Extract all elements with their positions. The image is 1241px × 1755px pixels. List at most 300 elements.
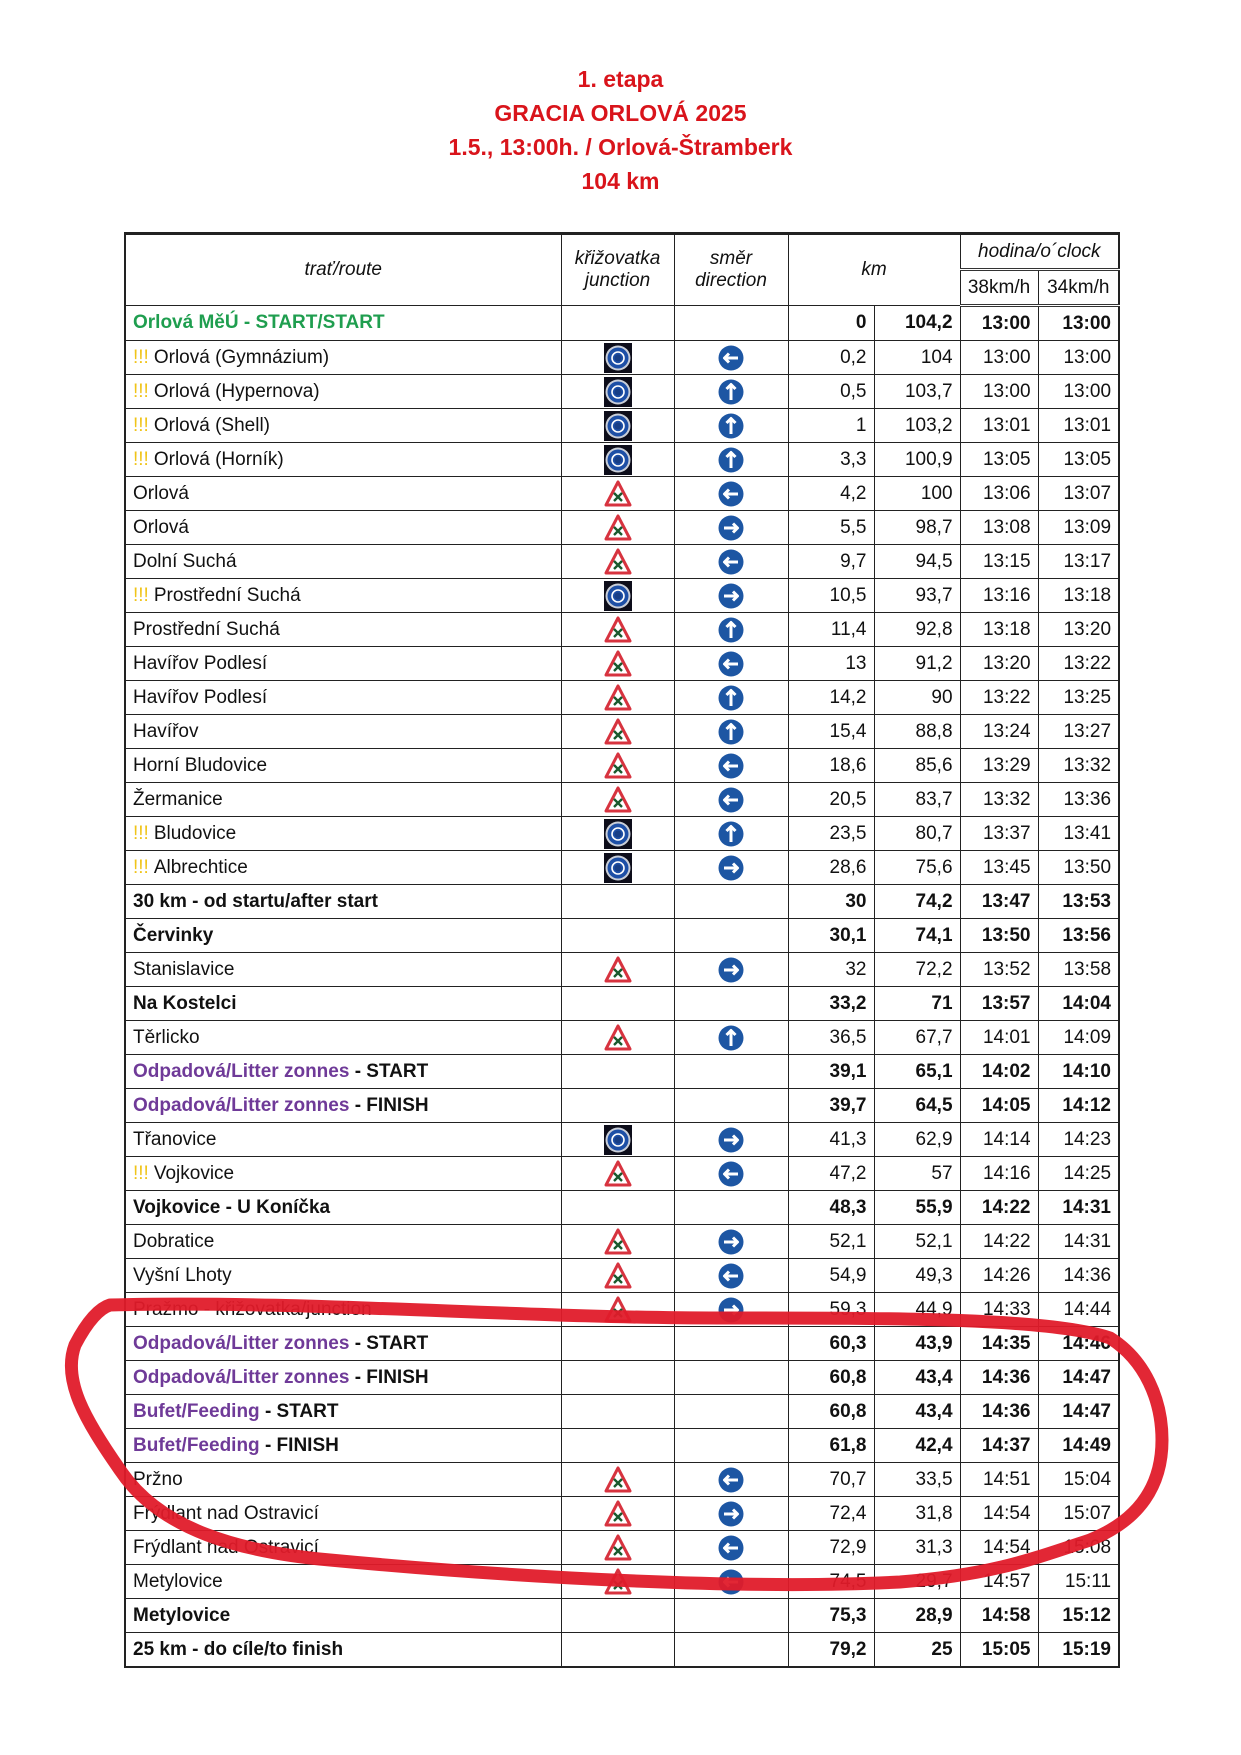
time-38kmh: 13:20: [960, 647, 1038, 681]
time-38kmh: 13:00: [960, 306, 1038, 341]
km-from-start: 32: [788, 953, 874, 987]
time-38kmh: 13:29: [960, 749, 1038, 783]
junction-cell: [561, 409, 674, 443]
route-point-name: Stanislavice: [133, 958, 235, 980]
km-to-finish: 71: [874, 987, 960, 1021]
km-to-finish: 92,8: [874, 613, 960, 647]
junction-cell: [561, 851, 674, 885]
junction-cell: [561, 1123, 674, 1157]
km-to-finish: 100,9: [874, 443, 960, 477]
km-from-start: 3,3: [788, 443, 874, 477]
table-row: [125, 987, 1119, 1021]
direction-cell: [674, 306, 788, 341]
junction-cell: [561, 1429, 674, 1463]
km-to-finish: 103,7: [874, 375, 960, 409]
km-from-start: 30: [788, 885, 874, 919]
route-point: [125, 987, 561, 1021]
time-38kmh: 13:01: [960, 409, 1038, 443]
roundabout-icon: [604, 449, 632, 470]
route-point-name: Metylovice: [133, 1604, 231, 1626]
km-to-finish: 42,4: [874, 1429, 960, 1463]
direction-cell: [674, 987, 788, 1021]
arrow-left-icon: [717, 1469, 745, 1490]
arrow-up-icon: [717, 415, 745, 436]
junction-cell: [561, 1565, 674, 1599]
roundabout-icon: [604, 585, 632, 606]
direction-cell: [674, 613, 788, 647]
arrow-up-icon: [717, 823, 745, 844]
table-row: [125, 817, 1119, 851]
km-from-start: 60,8: [788, 1395, 874, 1429]
crossroads-warning-icon: [604, 1469, 632, 1490]
time-34kmh: 13:17: [1038, 545, 1119, 579]
time-38kmh: 13:16: [960, 579, 1038, 613]
warning-marker: !!!: [133, 448, 149, 470]
km-to-finish: 44,9: [874, 1293, 960, 1327]
junction-cell: [561, 1599, 674, 1633]
header-clock: hodina/o´clock: [960, 234, 1119, 270]
km-from-start: 0,5: [788, 375, 874, 409]
direction-cell: [674, 545, 788, 579]
route-point-name: Orlová MěÚ - START/START: [133, 312, 385, 333]
junction-cell: [561, 579, 674, 613]
table-row: [125, 477, 1119, 511]
junction-cell: [561, 477, 674, 511]
km-to-finish: 91,2: [874, 647, 960, 681]
table-row: [125, 1361, 1119, 1395]
route-point: [125, 511, 561, 545]
junction-cell: [561, 1225, 674, 1259]
table-row: [125, 1599, 1119, 1633]
direction-cell: [674, 681, 788, 715]
table-row: [125, 1633, 1119, 1668]
table-row: [125, 749, 1119, 783]
table-row: [125, 1225, 1119, 1259]
time-34kmh: 15:11: [1038, 1565, 1119, 1599]
km-to-finish: 31,3: [874, 1531, 960, 1565]
time-38kmh: 13:15: [960, 545, 1038, 579]
junction-cell: [561, 681, 674, 715]
time-38kmh: 14:33: [960, 1293, 1038, 1327]
route-point: [125, 409, 561, 443]
km-to-finish: 80,7: [874, 817, 960, 851]
time-34kmh: 13:25: [1038, 681, 1119, 715]
direction-cell: [674, 341, 788, 375]
km-to-finish: 31,8: [874, 1497, 960, 1531]
junction-cell: [561, 817, 674, 851]
junction-cell: [561, 1055, 674, 1089]
header-junction-cz: křižovatka: [574, 248, 661, 269]
km-to-finish: 74,2: [874, 885, 960, 919]
junction-cell: [561, 1021, 674, 1055]
time-38kmh: 13:37: [960, 817, 1038, 851]
direction-cell: [674, 1429, 788, 1463]
route-point-name: Orlová (Shell): [153, 414, 270, 436]
table-row: [125, 1123, 1119, 1157]
arrow-left-icon: [717, 755, 745, 776]
route-point-name: Orlová (Horník): [153, 448, 284, 470]
km-from-start: 13: [788, 647, 874, 681]
junction-cell: [561, 783, 674, 817]
route-point-name: Havířov Podlesí: [133, 686, 268, 708]
km-from-start: 61,8: [788, 1429, 874, 1463]
crossroads-warning-icon: [604, 687, 632, 708]
junction-cell: [561, 1089, 674, 1123]
direction-cell: [674, 647, 788, 681]
junction-cell: [561, 1497, 674, 1531]
km-from-start: 0,2: [788, 341, 874, 375]
table-row: [125, 1089, 1119, 1123]
arrow-right-icon: [717, 1129, 745, 1150]
time-38kmh: 13:06: [960, 477, 1038, 511]
km-from-start: 11,4: [788, 613, 874, 647]
crossroads-warning-icon: [604, 1537, 632, 1558]
junction-cell: [561, 885, 674, 919]
time-34kmh: 13:20: [1038, 613, 1119, 647]
route-point: [125, 1293, 561, 1327]
arrow-right-icon: [717, 1503, 745, 1524]
km-from-start: 15,4: [788, 715, 874, 749]
direction-cell: [674, 1123, 788, 1157]
arrow-left-icon: [717, 1163, 745, 1184]
time-38kmh: 13:22: [960, 681, 1038, 715]
route-point: [125, 1021, 561, 1055]
direction-cell: [674, 477, 788, 511]
time-34kmh: 14:47: [1038, 1361, 1119, 1395]
header-speed-34: 34km/h: [1038, 270, 1119, 306]
route-point-name: Metylovice: [133, 1570, 223, 1592]
time-38kmh: 14:05: [960, 1089, 1038, 1123]
km-from-start: 5,5: [788, 511, 874, 545]
km-from-start: 23,5: [788, 817, 874, 851]
km-to-finish: 55,9: [874, 1191, 960, 1225]
junction-cell: [561, 1531, 674, 1565]
km-to-finish: 72,2: [874, 953, 960, 987]
route-point: [125, 783, 561, 817]
route-point: [125, 953, 561, 987]
header-junction-en: junction: [584, 270, 651, 291]
arrow-left-icon: [717, 1571, 745, 1592]
direction-cell: [674, 375, 788, 409]
km-from-start: 36,5: [788, 1021, 874, 1055]
time-38kmh: 13:32: [960, 783, 1038, 817]
warning-marker: !!!: [133, 822, 149, 844]
table-row: [125, 1565, 1119, 1599]
time-38kmh: 14:35: [960, 1327, 1038, 1361]
time-34kmh: 14:12: [1038, 1089, 1119, 1123]
route-point: [125, 1055, 561, 1089]
table-row: [125, 1157, 1119, 1191]
route-point-name: 25 km - do cíle/to finish: [133, 1638, 344, 1660]
arrow-right-icon: [717, 1231, 745, 1252]
route-point-name: Bufet/Feeding: [133, 1434, 260, 1456]
km-from-start: 59,3: [788, 1293, 874, 1327]
table-row: [125, 953, 1119, 987]
junction-cell: [561, 306, 674, 341]
km-to-finish: 43,4: [874, 1361, 960, 1395]
roundabout-icon: [604, 823, 632, 844]
km-from-start: 54,9: [788, 1259, 874, 1293]
route-point: [125, 715, 561, 749]
direction-cell: [674, 409, 788, 443]
junction-cell: [561, 1157, 674, 1191]
time-34kmh: 13:56: [1038, 919, 1119, 953]
junction-cell: [561, 987, 674, 1021]
time-34kmh: 13:41: [1038, 817, 1119, 851]
km-from-start: 30,1: [788, 919, 874, 953]
route-point: [125, 1565, 561, 1599]
time-34kmh: 13:01: [1038, 409, 1119, 443]
arrow-left-icon: [717, 1537, 745, 1558]
route-point: [125, 1361, 561, 1395]
time-38kmh: 14:51: [960, 1463, 1038, 1497]
time-34kmh: 15:08: [1038, 1531, 1119, 1565]
time-34kmh: 13:32: [1038, 749, 1119, 783]
direction-cell: [674, 1599, 788, 1633]
route-point: [125, 885, 561, 919]
time-34kmh: 14:31: [1038, 1191, 1119, 1225]
time-34kmh: 14:47: [1038, 1395, 1119, 1429]
time-34kmh: 13:50: [1038, 851, 1119, 885]
route-point: [125, 817, 561, 851]
direction-cell: [674, 885, 788, 919]
direction-cell: [674, 1327, 788, 1361]
time-34kmh: 13:09: [1038, 511, 1119, 545]
direction-cell: [674, 1055, 788, 1089]
header-route: trať/route: [125, 234, 561, 306]
table-row: [125, 783, 1119, 817]
km-from-start: 60,3: [788, 1327, 874, 1361]
table-row: [125, 1259, 1119, 1293]
direction-cell: [674, 1225, 788, 1259]
direction-cell: [674, 851, 788, 885]
crossroads-warning-icon: [604, 789, 632, 810]
direction-cell: [674, 1157, 788, 1191]
junction-cell: [561, 1327, 674, 1361]
route-point-name: Pržno: [133, 1468, 183, 1490]
time-38kmh: 13:00: [960, 341, 1038, 375]
km-from-start: 79,2: [788, 1633, 874, 1668]
time-38kmh: 15:05: [960, 1633, 1038, 1668]
km-to-finish: 62,9: [874, 1123, 960, 1157]
route-point: [125, 1395, 561, 1429]
table-row: [125, 1055, 1119, 1089]
warning-marker: !!!: [133, 346, 149, 368]
time-38kmh: 13:57: [960, 987, 1038, 1021]
route-point: [125, 1599, 561, 1633]
km-from-start: 72,4: [788, 1497, 874, 1531]
crossroads-warning-icon: [604, 1571, 632, 1592]
arrow-right-icon: [717, 517, 745, 538]
time-34kmh: 14:49: [1038, 1429, 1119, 1463]
route-point-name: Orlová: [133, 516, 189, 538]
route-point-name: Frýdlant nad Ostravicí: [133, 1502, 319, 1524]
km-to-finish: 93,7: [874, 579, 960, 613]
route-point: [125, 1327, 561, 1361]
route-point: [125, 1225, 561, 1259]
roundabout-icon: [604, 415, 632, 436]
arrow-left-icon: [717, 347, 745, 368]
time-34kmh: 13:27: [1038, 715, 1119, 749]
km-to-finish: 94,5: [874, 545, 960, 579]
direction-cell: [674, 1259, 788, 1293]
crossroads-warning-icon: [604, 1299, 632, 1320]
junction-cell: [561, 1293, 674, 1327]
arrow-up-icon: [717, 449, 745, 470]
km-to-finish: 43,4: [874, 1395, 960, 1429]
km-from-start: 4,2: [788, 477, 874, 511]
table-row: [125, 1429, 1119, 1463]
direction-cell: [674, 1089, 788, 1123]
direction-cell: [674, 1531, 788, 1565]
route-point-name: Odpadová/Litter zonnes: [133, 1094, 350, 1116]
route-point-name: Těrlicko: [133, 1026, 200, 1048]
time-34kmh: 13:22: [1038, 647, 1119, 681]
km-from-start: 39,1: [788, 1055, 874, 1089]
direction-cell: [674, 1463, 788, 1497]
table-row: [125, 613, 1119, 647]
route-point-name: Frýdlant nad Ostravicí: [133, 1536, 319, 1558]
table-row: [125, 681, 1119, 715]
arrow-up-icon: [717, 619, 745, 640]
route-point-name: Odpadová/Litter zonnes: [133, 1332, 350, 1354]
warning-marker: !!!: [133, 584, 149, 606]
roundabout-icon: [604, 1129, 632, 1150]
junction-cell: [561, 1463, 674, 1497]
km-from-start: 52,1: [788, 1225, 874, 1259]
time-34kmh: 14:44: [1038, 1293, 1119, 1327]
header-km: km: [788, 234, 960, 306]
km-to-finish: 88,8: [874, 715, 960, 749]
junction-cell: [561, 443, 674, 477]
time-38kmh: 13:45: [960, 851, 1038, 885]
route-point: [125, 1157, 561, 1191]
km-from-start: 0: [788, 306, 874, 341]
time-38kmh: 14:26: [960, 1259, 1038, 1293]
table-row: [125, 647, 1119, 681]
route-point: [125, 545, 561, 579]
junction-cell: [561, 1633, 674, 1668]
table-row: [125, 715, 1119, 749]
route-point-suffix: - START: [259, 1400, 339, 1422]
table-row: [125, 579, 1119, 613]
junction-cell: [561, 341, 674, 375]
km-from-start: 39,7: [788, 1089, 874, 1123]
time-38kmh: 14:36: [960, 1361, 1038, 1395]
junction-cell: [561, 613, 674, 647]
km-from-start: 41,3: [788, 1123, 874, 1157]
route-point-suffix: - FINISH: [349, 1366, 429, 1388]
km-from-start: 18,6: [788, 749, 874, 783]
route-point: [125, 1191, 561, 1225]
km-from-start: 33,2: [788, 987, 874, 1021]
time-34kmh: 15:19: [1038, 1633, 1119, 1668]
route-point-name: Žermanice: [133, 788, 223, 810]
junction-cell: [561, 1395, 674, 1429]
route-point-name: Třanovice: [133, 1128, 217, 1150]
route-point-name: Horní Bludovice: [133, 754, 268, 776]
time-34kmh: 14:36: [1038, 1259, 1119, 1293]
junction-cell: [561, 1259, 674, 1293]
table-row: [125, 1463, 1119, 1497]
direction-cell: [674, 1293, 788, 1327]
km-to-finish: 100: [874, 477, 960, 511]
table-row: [125, 511, 1119, 545]
arrow-left-icon: [717, 483, 745, 504]
time-38kmh: 14:36: [960, 1395, 1038, 1429]
arrow-right-icon: [717, 585, 745, 606]
stage-number: 1. etapa: [577, 66, 664, 92]
time-38kmh: 14:54: [960, 1497, 1038, 1531]
km-to-finish: 28,9: [874, 1599, 960, 1633]
header-direction-en: direction: [695, 270, 767, 291]
route-point-name: Vojkovice - U Koníčka: [133, 1196, 331, 1218]
route-point: [125, 477, 561, 511]
route-point-name: Orlová (Gymnázium): [153, 346, 330, 368]
km-from-start: 48,3: [788, 1191, 874, 1225]
junction-cell: [561, 919, 674, 953]
route-point-name: Pražmo - křižovatka/junction: [133, 1298, 372, 1320]
km-to-finish: 67,7: [874, 1021, 960, 1055]
km-to-finish: 98,7: [874, 511, 960, 545]
table-row: [125, 1327, 1119, 1361]
route-point: [125, 1531, 561, 1565]
direction-cell: [674, 817, 788, 851]
time-38kmh: 13:18: [960, 613, 1038, 647]
time-38kmh: 14:57: [960, 1565, 1038, 1599]
direction-cell: [674, 1565, 788, 1599]
time-34kmh: 15:07: [1038, 1497, 1119, 1531]
km-from-start: 75,3: [788, 1599, 874, 1633]
route-point-suffix: - START: [349, 1060, 429, 1082]
km-from-start: 60,8: [788, 1361, 874, 1395]
time-38kmh: 14:22: [960, 1191, 1038, 1225]
route-point: [125, 306, 561, 341]
crossroads-warning-icon: [604, 1027, 632, 1048]
crossroads-warning-icon: [604, 1503, 632, 1524]
route-point: [125, 1259, 561, 1293]
route-point-name: Prostřední Suchá: [153, 584, 301, 606]
km-from-start: 10,5: [788, 579, 874, 613]
crossroads-warning-icon: [604, 551, 632, 572]
arrow-up-icon: [717, 1027, 745, 1048]
km-to-finish: 65,1: [874, 1055, 960, 1089]
route-point-name: Vyšní Lhoty: [133, 1264, 232, 1286]
route-point: [125, 681, 561, 715]
crossroads-warning-icon: [604, 1265, 632, 1286]
time-38kmh: 13:52: [960, 953, 1038, 987]
table-row: [125, 1293, 1119, 1327]
direction-cell: [674, 1633, 788, 1668]
time-38kmh: 14:22: [960, 1225, 1038, 1259]
table-row: [125, 1021, 1119, 1055]
table-row: [125, 306, 1119, 341]
route-point: [125, 1089, 561, 1123]
junction-cell: [561, 1361, 674, 1395]
time-34kmh: 14:09: [1038, 1021, 1119, 1055]
km-to-finish: 75,6: [874, 851, 960, 885]
route-point-name: Vojkovice: [153, 1162, 235, 1184]
crossroads-warning-icon: [604, 653, 632, 674]
time-34kmh: 13:53: [1038, 885, 1119, 919]
route-point: [125, 1429, 561, 1463]
route-point-name: Dobratice: [133, 1230, 215, 1252]
direction-cell: [674, 443, 788, 477]
roundabout-icon: [604, 347, 632, 368]
route-point: [125, 749, 561, 783]
crossroads-warning-icon: [604, 483, 632, 504]
route-point-name: Havířov: [133, 720, 199, 742]
